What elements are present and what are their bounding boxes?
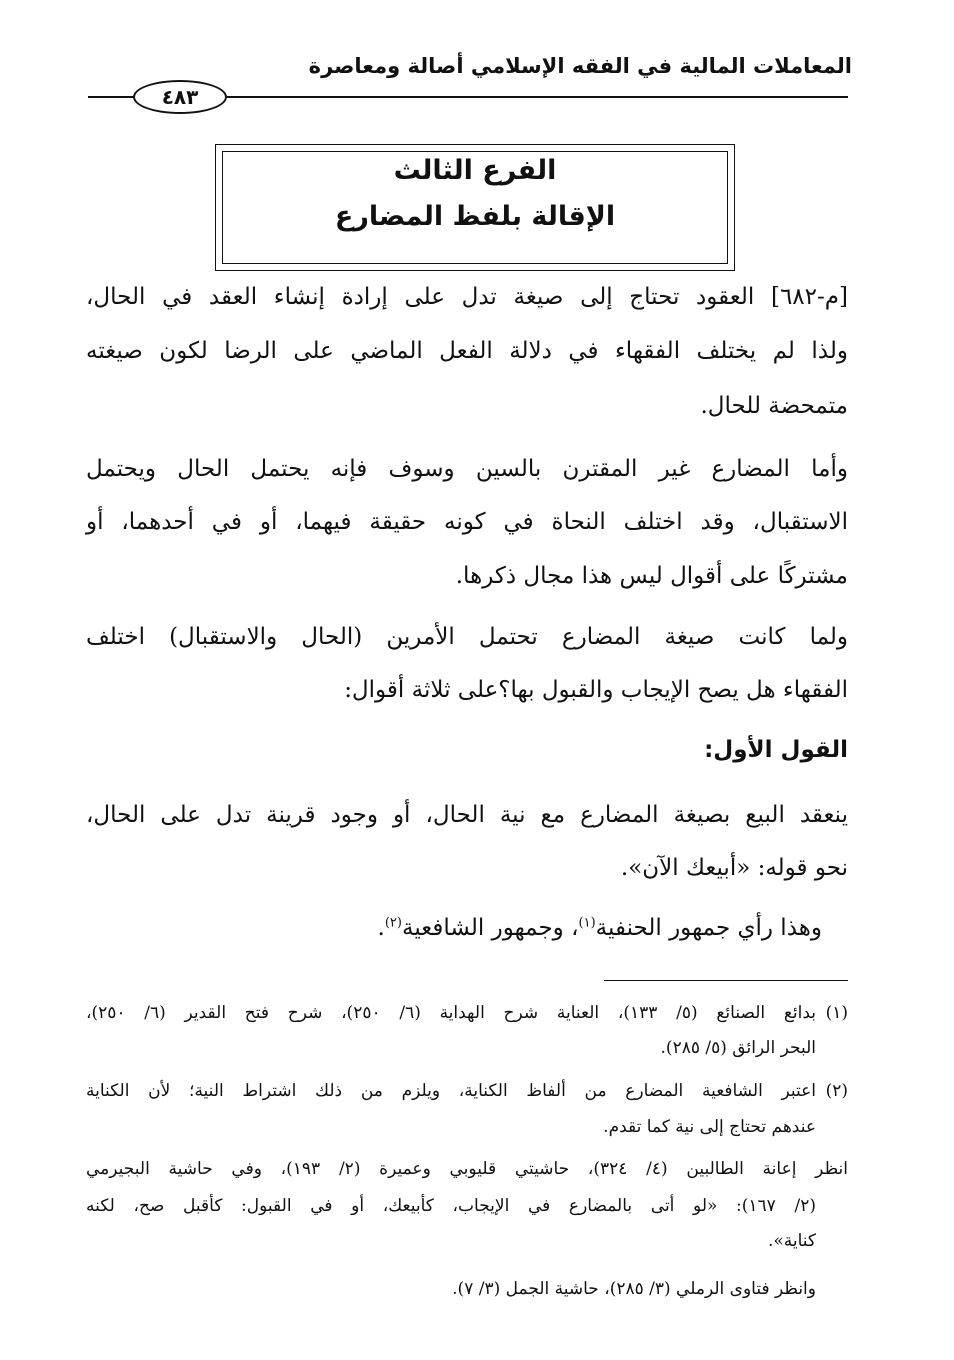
footnote-2-line-1: اعتبر الشافعية المضارع من ألفاظ الكناية، ويلزم من ذلك اشتراط النية؛ لأن الكناية xyxy=(86,1081,816,1101)
section-subheading: الإقالة بلفظ المضارع xyxy=(334,201,616,232)
paragraph-3-line-1: ولما كانت صيغة المضارع تحتمل الأمرين (الحال والاستقبال) اختلف xyxy=(86,624,848,650)
footnote-2-line-6: وانظر فتاوى الرملي (٣/ ٢٨٥)، حاشية الجمل (٣/ ٧). xyxy=(452,1279,816,1299)
paragraph-2-line-3: مشتركًا على أقوال ليس هذا مجال ذكرها. xyxy=(455,563,848,589)
paragraph-5-text-3: . xyxy=(377,915,385,941)
paragraph-4-line-1: ينعقد البيع بصيغة المضارع مع نية الحال، أو وجود قرينة تدل على الحال، xyxy=(86,802,848,828)
paragraph-5-text-2: ، وجمهور الشافعية xyxy=(401,915,579,941)
section-heading: الفرع الثالث xyxy=(393,155,557,186)
paragraph-4-line-2: نحو قوله: «أبيعك الآن». xyxy=(620,855,848,881)
paragraph-5 xyxy=(86,915,822,943)
paragraph-1-line-2: ولذا لم يختلف الفقهاء في دلالة الفعل الماضي على الرضا لكون صيغته xyxy=(86,338,848,364)
page-number: ٤٨٣ xyxy=(133,80,227,114)
first-opinion-heading: القول الأول: xyxy=(704,737,848,763)
running-title: المعاملات المالية في الفقه الإسلامي أصالة ومعاصرة xyxy=(308,54,852,78)
paragraph-1-line-1: [م-٦٨٢] العقود تحتاج إلى صيغة تدل على إرادة إنشاء العقد في الحال، xyxy=(86,284,848,310)
paragraph-2-line-2: الاستقبال، وقد اختلف النحاة في كونه حقيقة فيهما، أو في أحدهما، أو xyxy=(86,509,848,535)
section-title-box xyxy=(215,144,735,271)
footnote-1-marker: (١) xyxy=(825,1003,848,1023)
footnote-2-marker: (٢) xyxy=(825,1081,848,1101)
footnote-2-line-5: كناية». xyxy=(767,1231,816,1251)
footnote-2-line-2: عندهم تحتاج إلى نية كما تقدم. xyxy=(603,1117,816,1137)
footnote-2-line-3: انظر إعانة الطالبين (٤/ ٣٢٤)، حاشيتي قليوبي وعميرة (٢/ ١٩٣)، وفي حاشية البجيرمي xyxy=(86,1159,848,1179)
paragraph-1-line-3: متمحضة للحال. xyxy=(700,393,848,419)
footnote-separator xyxy=(604,980,848,981)
footnote-2-line-4: (٢/ ١٦٧): «لو أتى بالمضارع في الإيجاب، كأبيعك، أو في القبول: كأقبل صح، لكنه xyxy=(86,1196,816,1216)
footnote-ref-1[interactable]: (١) xyxy=(578,915,596,931)
footnote-ref-2[interactable]: (٢) xyxy=(384,915,402,931)
footnote-1-line-2: البحر الرائق (٥/ ٢٨٥). xyxy=(660,1038,816,1058)
footnote-1-line-1: بدائع الصنائع (٥/ ١٣٣)، العناية شرح الهداية (٦/ ٢٥٠)، شرح فتح القدير (٦/ ٢٥٠)، xyxy=(86,1003,816,1023)
paragraph-3-line-2: الفقهاء هل يصح الإيجاب والقبول بها؟على ثلاثة أقوال: xyxy=(344,677,848,703)
paragraph-2-line-1: وأما المضارع غير المقترن بالسين وسوف فإنه يحتمل الحال ويحتمل xyxy=(86,456,848,482)
paragraph-5-text-1: وهذا رأي جمهور الحنفية xyxy=(595,915,822,941)
